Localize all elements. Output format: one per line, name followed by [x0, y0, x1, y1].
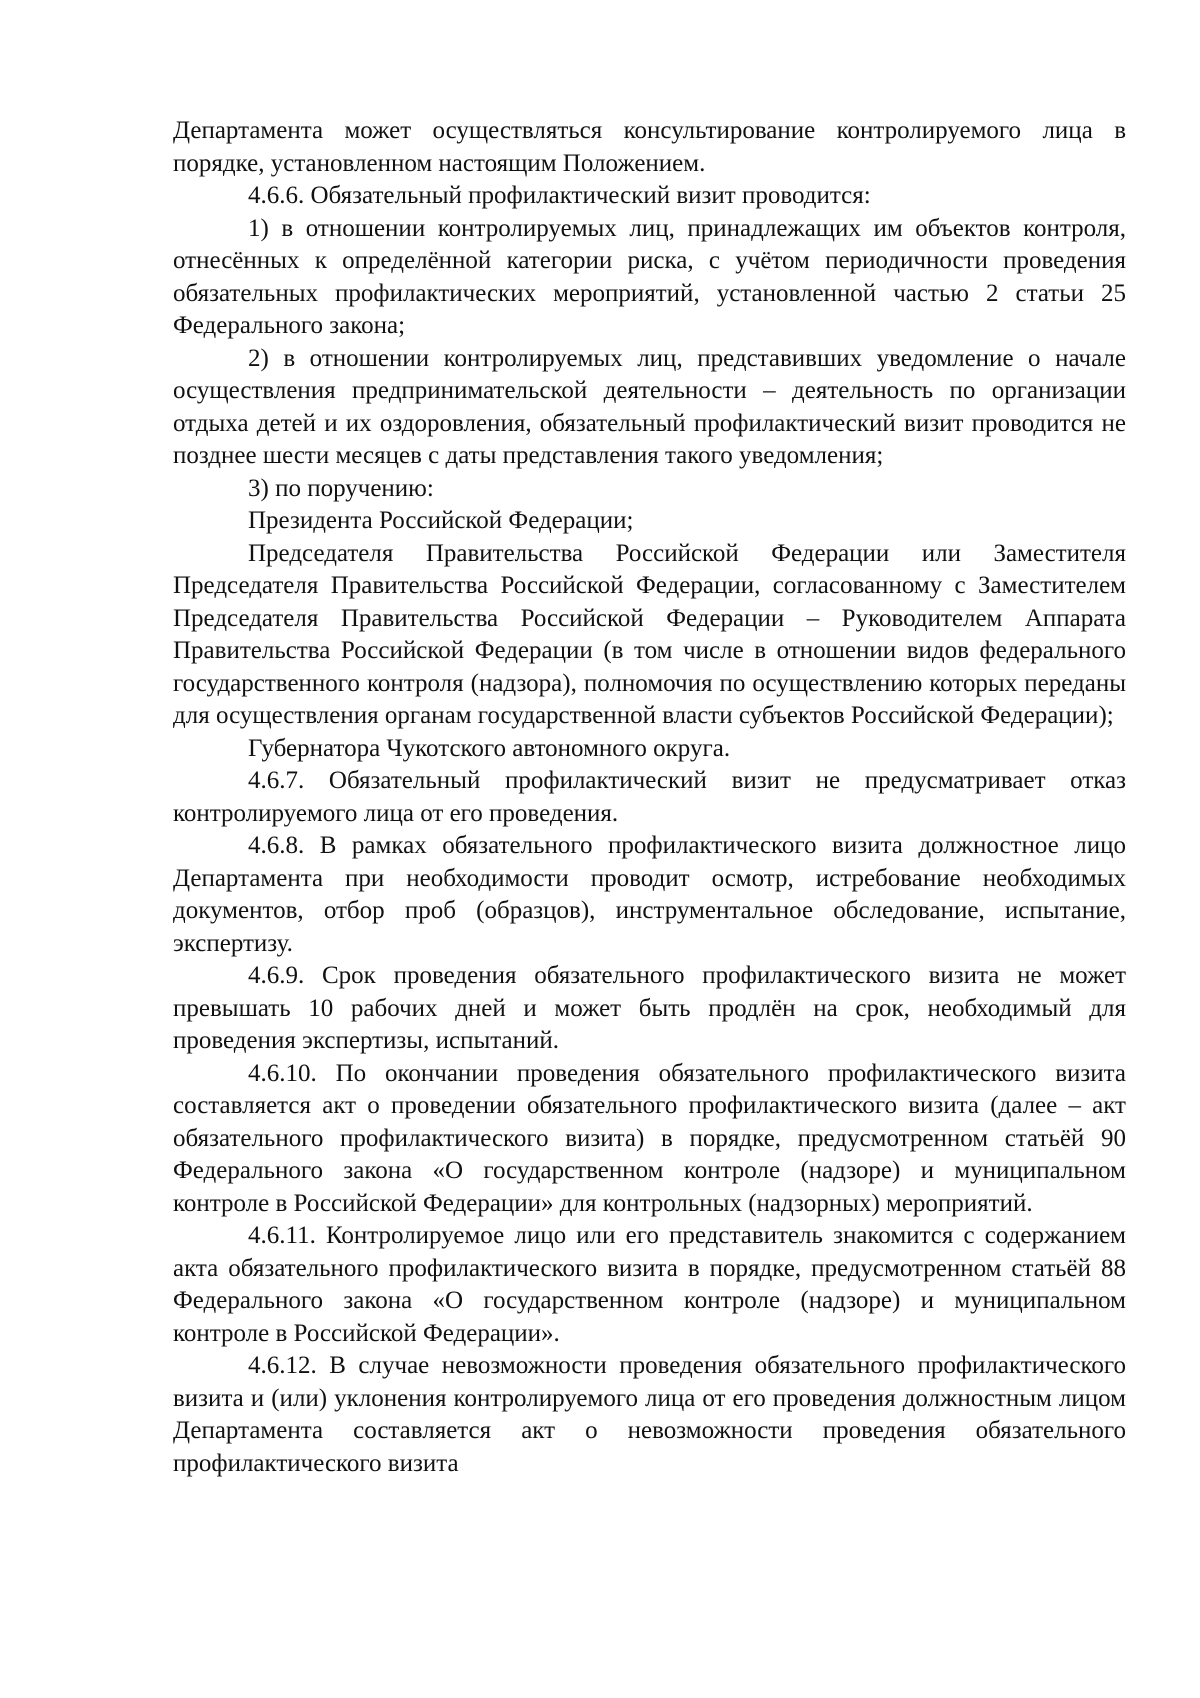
paragraph-government-chairman: Председателя Правительства Российской Федерации или Заместителя Председателя Правительства Российской Федерации, согласованному с Заместителем Председателя Правительства Российской Федерации – Руководителем Аппарата Правительства Российской Федерации (в том числе в отношении видов федерального государственного контроля (надзора), полномочия по осуществлению которых переданы для осуществления органам государственной власти субъектов Российской Федерации); [173, 539, 1126, 729]
paragraph-4-6-6: 4.6.6. Обязательный профилактический визит проводится: [248, 182, 871, 209]
paragraph-president: Президента Российской Федерации; [248, 507, 634, 534]
paragraph-item-3: 3) по поручению: [248, 474, 434, 502]
document-body [173, 115, 1126, 1480]
paragraph-item-1: 1) в отношении контролируемых лиц, принадлежащих им объектов контроля, отнесённых к определённой категории риска, с учётом периодичности проведения обязательных профилактических мероприятий, установленной частью 2 статьи 25 Федерального закона; [173, 214, 1126, 339]
paragraph-continuation: Департамента может осуществляться консультирование контролируемого лица в порядке, установленном настоящим Положением. [173, 117, 1126, 177]
paragraph-4-6-8: 4.6.8. В рамках обязательного профилактического визита должностное лицо Департамента при необходимости проводит осмотр, истребование необходимых документов, отбор проб (образцов), инструментальное обследование, испытание, экспертизу. [173, 832, 1126, 957]
paragraph-4-6-12: 4.6.12. В случае невозможности проведения обязательного профилактического визита и (или) уклонения контролируемого лица от его проведения должностным лицом Департамента составляется акт о невозможности проведения обязательного профилактического визита [173, 1352, 1126, 1477]
paragraph-4-6-11: 4.6.11. Контролируемое лицо или его представитель знакомится с содержанием акта обязательного профилактического визита в порядке, предусмотренном статьёй 88 Федерального закона «О государственном контроле (надзоре) и муниципальном контроле в Российской Федерации». [173, 1222, 1126, 1347]
paragraph-governor: Губернатора Чукотского автономного округа. [248, 734, 731, 762]
paragraph-4-6-10: 4.6.10. По окончании проведения обязательного профилактического визита составляется акт о проведении обязательного профилактического визита (далее – акт обязательного профилактического визита) в порядке, предусмотренном статьёй 90 Федерального закона «О государственном контроле (надзоре) и муниципальном контроле в Российской Федерации» для контрольных (надзорных) мероприятий. [173, 1059, 1126, 1217]
paragraph-4-6-9: 4.6.9. Срок проведения обязательного профилактического визита не может превышать 10 рабочих дней и может быть продлён на срок, необходимый для проведения экспертизы, испытаний. [173, 962, 1126, 1054]
paragraph-4-6-7: 4.6.7. Обязательный профилактический визит не предусматривает отказ контролируемого лица от его проведения. [173, 767, 1126, 827]
paragraph-item-2: 2) в отношении контролируемых лиц, представивших уведомление о начале осуществления предпринимательской деятельности – деятельность по организации отдыха детей и их оздоровления, обязательный профилактический визит проводится не позднее шести месяцев с даты представления такого уведомления; [173, 344, 1126, 469]
